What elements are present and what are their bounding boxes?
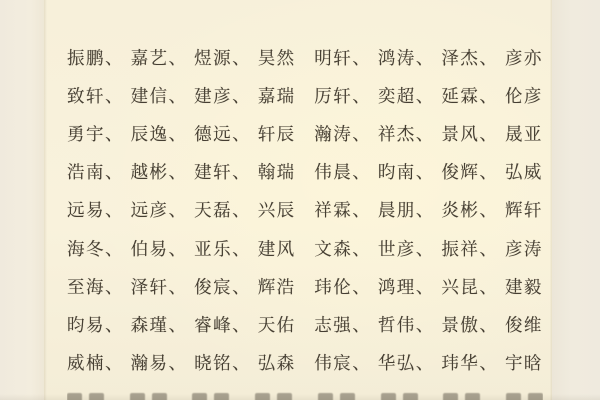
bottom-edge-shadow xyxy=(0,394,600,400)
name-item: 奕超、 xyxy=(377,85,435,106)
name-row xyxy=(67,305,543,343)
name-item: 昊然 xyxy=(257,47,296,68)
name-item: 亚乐、 xyxy=(194,238,252,259)
name-item: 世彦、 xyxy=(377,238,435,259)
name-item: 昀易、 xyxy=(67,314,124,335)
name-item: 建彦、 xyxy=(194,85,252,106)
name-item: 兴昆、 xyxy=(441,276,499,297)
name-item: 致轩、 xyxy=(67,85,124,106)
name-item: 俊辉、 xyxy=(441,162,499,183)
name-item: 志强、 xyxy=(314,314,372,335)
name-item: 煜源、 xyxy=(194,47,252,68)
name-item: 炎彬、 xyxy=(441,200,499,221)
name-row xyxy=(67,267,543,305)
name-item: 俊宸、 xyxy=(194,276,252,297)
name-item: 轩辰 xyxy=(257,123,296,144)
name-item: 森瑾、 xyxy=(130,314,188,335)
name-item: 振鹏、 xyxy=(67,47,124,68)
name-item: 兴辰 xyxy=(257,200,296,221)
name-item: 建毅 xyxy=(504,276,543,297)
name-item: 厉轩、 xyxy=(314,85,372,106)
page-right-margin xyxy=(552,0,600,400)
name-item: 晟亚 xyxy=(504,123,543,144)
name-item: 哲伟、 xyxy=(377,314,435,335)
name-row xyxy=(67,153,543,191)
name-item: 延霖、 xyxy=(441,85,499,106)
name-item: 德远、 xyxy=(194,123,252,144)
name-item: 华弘、 xyxy=(377,353,435,374)
name-item: 远易、 xyxy=(67,200,124,221)
name-item: 景傲、 xyxy=(441,314,499,335)
name-item: 嘉瑞 xyxy=(257,85,296,106)
name-item: 伯易、 xyxy=(130,238,188,259)
name-item: 祥霖、 xyxy=(314,200,372,221)
name-item: 瀚易、 xyxy=(130,353,188,374)
name-item: 鸿涛、 xyxy=(377,47,435,68)
name-item: 俊维 xyxy=(504,314,543,335)
name-grid xyxy=(67,38,543,382)
name-item: 祥杰、 xyxy=(377,123,435,144)
name-item: 勇宇、 xyxy=(67,123,124,144)
name-item: 海冬、 xyxy=(67,238,124,259)
name-row xyxy=(67,76,543,114)
page-left-margin xyxy=(0,0,44,400)
name-item: 泽杰、 xyxy=(441,47,499,68)
page-fold-line-left xyxy=(44,0,47,400)
name-item: 玮华、 xyxy=(441,353,499,374)
name-item: 晓铭、 xyxy=(194,353,252,374)
name-item: 振祥、 xyxy=(441,238,499,259)
name-item: 越彬、 xyxy=(130,162,188,183)
name-item: 辉轩 xyxy=(504,200,543,221)
name-item: 彦亦 xyxy=(504,47,543,68)
name-item: 建风 xyxy=(257,238,296,259)
name-item: 泽轩、 xyxy=(130,276,188,297)
name-item: 建轩、 xyxy=(194,162,252,183)
name-item: 天佑 xyxy=(257,314,296,335)
name-item: 伟宸、 xyxy=(314,353,372,374)
name-row xyxy=(67,38,543,76)
name-item: 浩南、 xyxy=(67,162,124,183)
name-item: 睿峰、 xyxy=(194,314,252,335)
name-item: 远彦、 xyxy=(130,200,188,221)
name-item: 瀚涛、 xyxy=(314,123,372,144)
name-row xyxy=(67,191,543,229)
name-item: 伟晨、 xyxy=(314,162,372,183)
name-item: 建信、 xyxy=(130,85,188,106)
name-item: 辰逸、 xyxy=(130,123,188,144)
name-item: 嘉艺、 xyxy=(130,47,188,68)
name-item: 辉浩 xyxy=(257,276,296,297)
name-item: 天磊、 xyxy=(194,200,252,221)
name-item: 昀南、 xyxy=(377,162,435,183)
name-row xyxy=(67,114,543,152)
name-item: 景风、 xyxy=(441,123,499,144)
name-item: 明轩、 xyxy=(314,47,372,68)
name-row xyxy=(67,229,543,267)
name-item: 翰瑞 xyxy=(257,162,296,183)
name-item: 彦涛 xyxy=(504,238,543,259)
name-item: 文森、 xyxy=(314,238,372,259)
page-fold-line-right xyxy=(550,0,552,400)
name-item: 鸿理、 xyxy=(377,276,435,297)
name-row xyxy=(67,344,543,382)
name-item: 弘威 xyxy=(504,162,543,183)
name-item: 威楠、 xyxy=(67,353,124,374)
name-item: 伦彦 xyxy=(504,85,543,106)
name-item: 宇晗 xyxy=(504,353,543,374)
name-item: 至海、 xyxy=(67,276,124,297)
name-item: 晨朋、 xyxy=(377,200,435,221)
name-item: 玮伦、 xyxy=(314,276,372,297)
name-item: 弘森 xyxy=(257,353,296,374)
